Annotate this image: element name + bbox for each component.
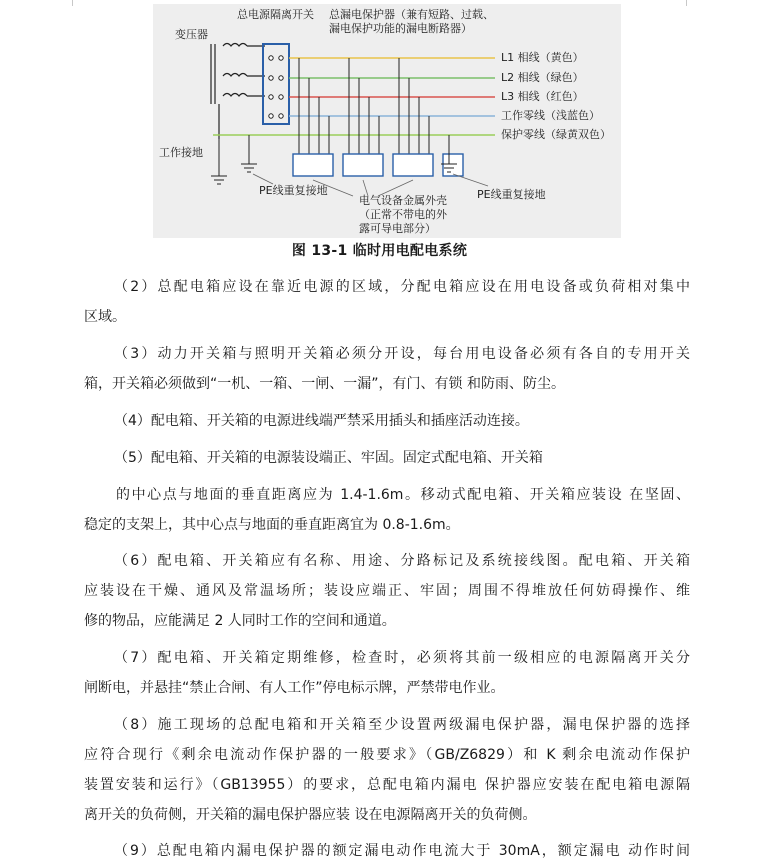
text-line: （2）总配电箱应设在靠近电源的区域，分配电箱应设在用电设备或负荷相对集中 [114, 279, 690, 295]
page-corner-mark-right [686, 0, 695, 6]
equipment-enclosures [293, 154, 463, 176]
paragraph-4 [84, 406, 690, 436]
paragraph-6 [84, 546, 690, 636]
label-main-rcd-1: 总漏电保护器（兼有短路、过载、 [329, 8, 494, 21]
label-enclosure-3: 露可导电部分） [359, 222, 436, 235]
text-line: 区域。 [84, 309, 126, 325]
paragraph-3 [84, 339, 690, 399]
label-l1: L1 相线（黄色） [501, 51, 584, 64]
paragraph-5 [84, 443, 690, 473]
text-line: 应符合现行《剩余电流动作保护器的一般要求》（GB/Z6829）和 K 剩余电流动作保护 [84, 747, 690, 763]
text-line: 装置安装和运行》（GB13955）的要求，总配电箱内漏电 保护器应安装在配电箱电源隔 [84, 777, 690, 793]
text-line: （3）动力开关箱与照明开关箱必须分开设，每台用电设备必须有各自的专用开关 [114, 346, 690, 362]
text-line: 应装设在干燥、通风及常温场所；装设应端正、牢固；周围不得堆放任何妨碍操作、维 [84, 583, 690, 599]
text-line: （9）总配电箱内漏电保护器的额定漏电动作电流大于 30mA，额定漏电 动作时间 [114, 843, 690, 859]
label-enclosure-1: 电气设备金属外壳 [359, 194, 447, 207]
paragraph-5-continued [116, 480, 690, 510]
main-isolator-box [263, 44, 289, 124]
label-main-isolator: 总电源隔离开关 [237, 8, 314, 21]
label-pe-reground-right: PE线重复接地 [477, 188, 546, 201]
label-pe: 保护零线（绿黄双色） [501, 128, 611, 141]
paragraph-2 [84, 272, 690, 332]
paragraph-5-continued-end [84, 510, 690, 540]
text-line: 稳定的支架上，其中心点与地面的垂直距离宜为 0.8-1.6m。 [84, 517, 460, 533]
label-work-ground: 工作接地 [159, 146, 203, 159]
paragraph-8 [84, 710, 690, 830]
label-pe-reground-left: PE线重复接地 [259, 184, 328, 197]
paragraph-7 [84, 643, 690, 703]
label-l3: L3 相线（红色） [501, 90, 584, 103]
text-line: 箱，开关箱必须做到“一机、一箱、一闸、一漏”，有门、有锁 和防雨、防尘。 [84, 376, 565, 392]
paragraph-9 [84, 836, 690, 866]
label-enclosure-2: （正常不带电的外 [359, 208, 447, 221]
label-main-rcd-2: 漏电保护功能的漏电断路器） [329, 22, 472, 35]
label-transformer: 变压器 [175, 28, 208, 41]
text-line: 的中心点与地面的垂直距离应为 1.4-1.6m。移动式配电箱、开关箱应装设 在坚固、 [116, 487, 690, 503]
distribution-system-diagram [153, 4, 621, 238]
text-line: （6）配电箱、开关箱应有名称、用途、分路标记及系统接线图。配电箱、开关箱 [114, 553, 690, 569]
figure-caption: 图 13-1 临时用电配电系统 [291, 243, 468, 259]
text-line: （4）配电箱、开关箱的电源进线端严禁采用插头和插座活动连接。 [114, 413, 529, 429]
label-neutral: 工作零线（浅蓝色） [501, 109, 600, 122]
text-line: 闸断电，并悬挂“禁止合闸、有人工作”停电标示牌，严禁带电作业。 [84, 680, 505, 696]
page-corner-mark-left [64, 0, 73, 6]
transformer-icon [211, 44, 265, 140]
text-line: （7）配电箱、开关箱定期维修，检查时，必须将其前一级相应的电源隔离开关分 [114, 650, 690, 666]
text-line: 离开关的负荷侧，开关箱的漏电保护器应装 设在电源隔离开关的负荷侧。 [84, 807, 537, 823]
text-line: （8）施工现场的总配电箱和开关箱至少设置两级漏电保护器，漏电保护器的选择 [114, 717, 690, 733]
text-line: （5）配电箱、开关箱的电源装设端正、牢固。固定式配电箱、开关箱 [114, 450, 543, 466]
label-l2: L2 相线（绿色） [501, 71, 584, 84]
text-line: 修的物品，应能满足 2 人同时工作的空间和通道。 [84, 613, 396, 629]
